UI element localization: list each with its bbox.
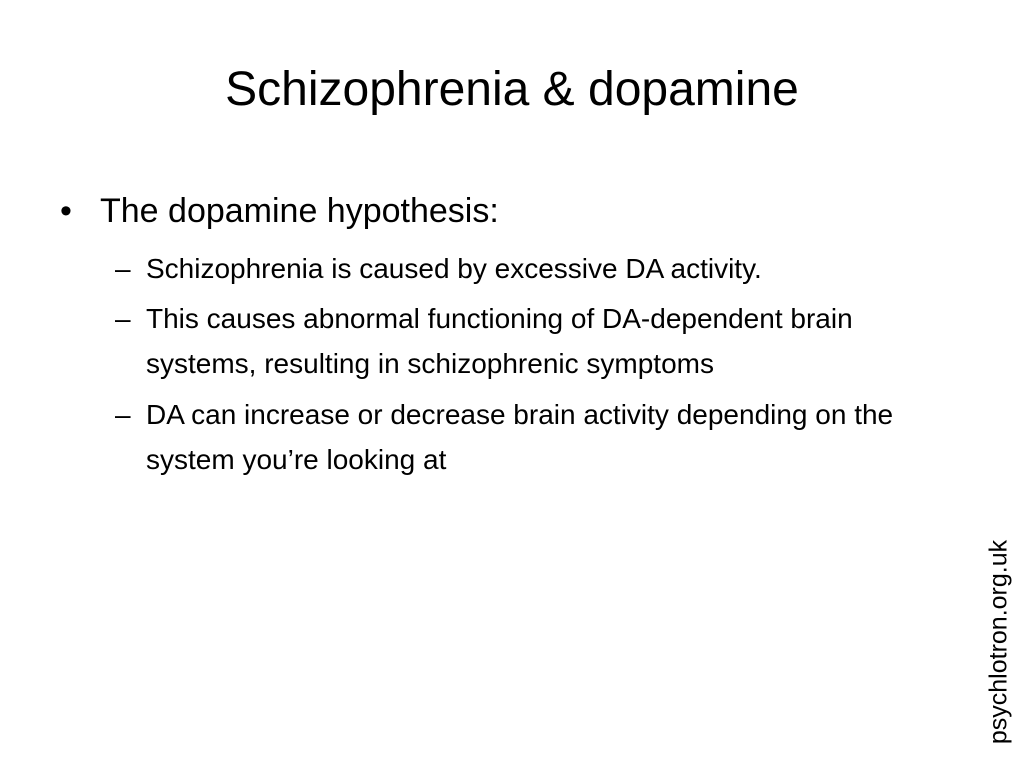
main-bullet-text: The dopamine hypothesis: <box>100 192 499 230</box>
sub-bullet-list <box>115 247 940 483</box>
sub-bullet-item <box>115 247 940 292</box>
main-bullet-item <box>60 190 940 233</box>
sub-bullet-text: This causes abnormal functioning of DA-dependent brain systems, resulting in schizophrenic symptoms <box>146 303 853 380</box>
dash-icon: – <box>115 303 131 335</box>
sub-bullet-item <box>115 297 940 387</box>
sub-bullet-text: DA can increase or decrease brain activity depending on the system you’re looking at <box>146 398 894 475</box>
dash-icon: – <box>115 252 131 284</box>
dash-icon: – <box>115 398 131 430</box>
bullet-icon: • <box>60 192 72 230</box>
watermark-text: psychlotron.org.uk <box>984 539 1013 745</box>
slide-content <box>60 190 940 488</box>
slide-title: Schizophrenia & dopamine <box>225 63 799 116</box>
sub-bullet-text: Schizophrenia is caused by excessive DA activity. <box>146 252 762 284</box>
sub-bullet-item <box>115 393 940 483</box>
